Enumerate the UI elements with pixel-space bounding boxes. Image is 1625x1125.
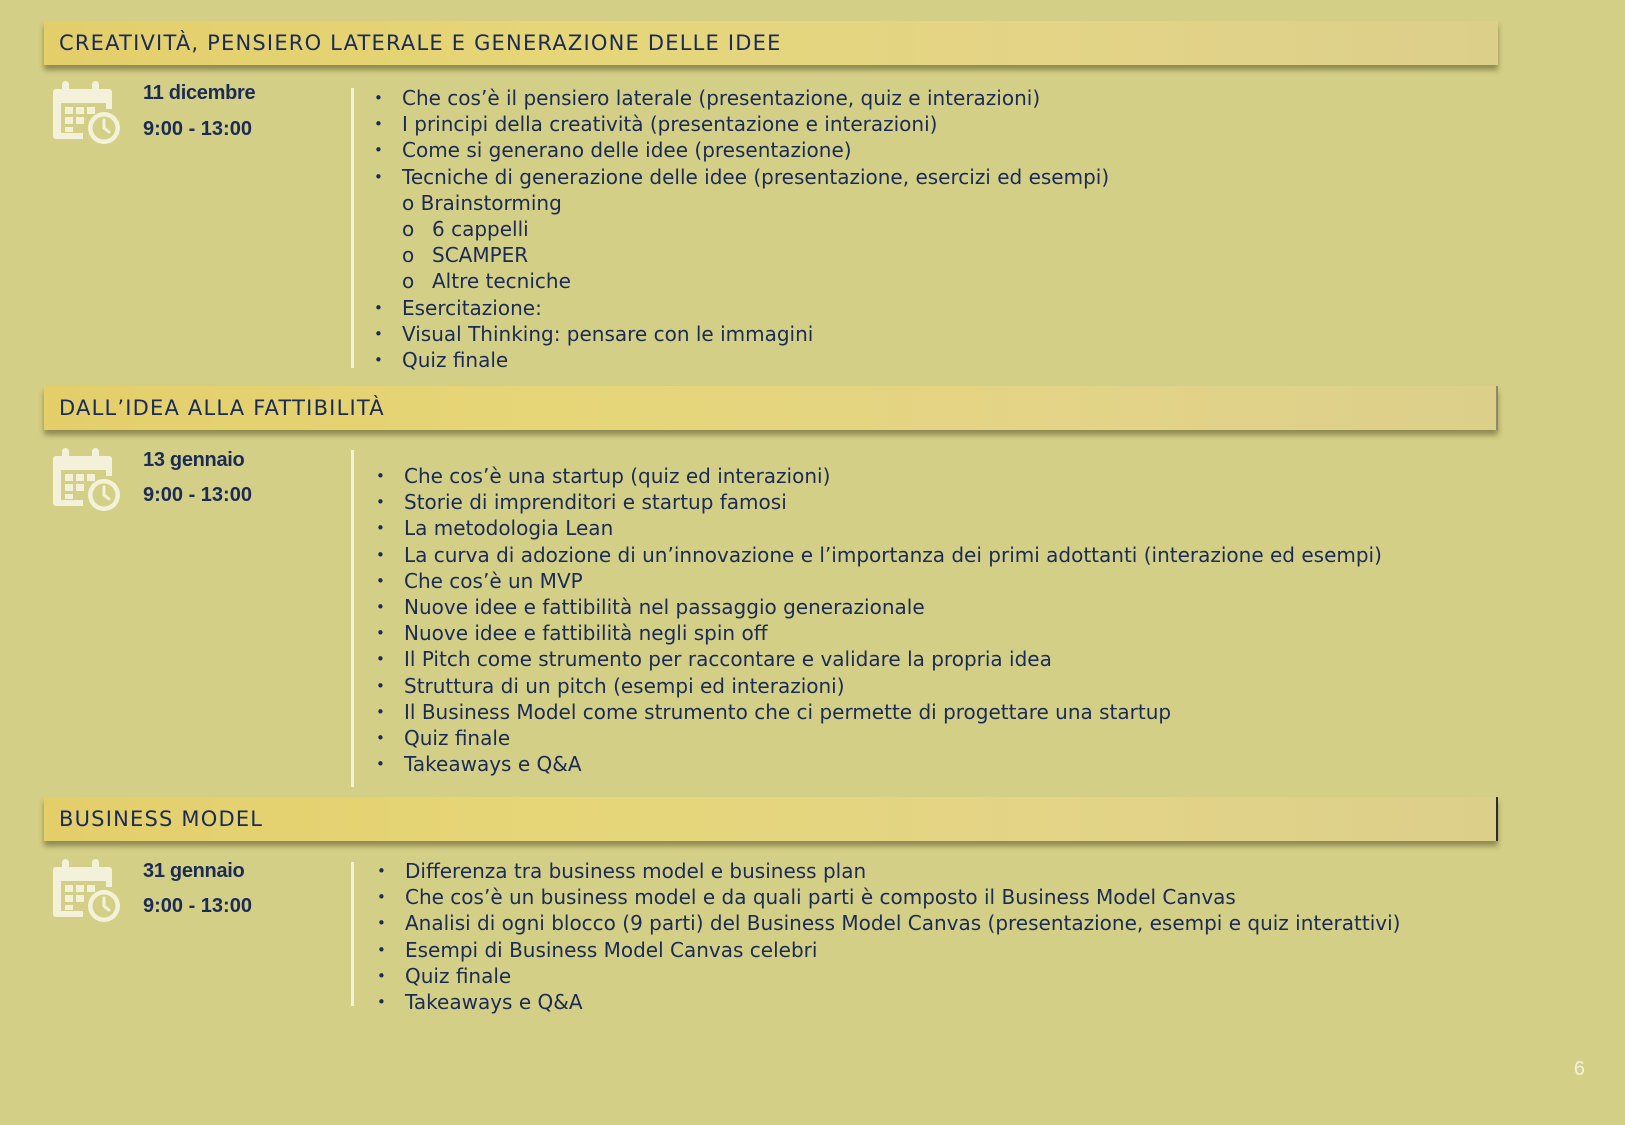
list-item: • Quiz finale [375, 963, 1400, 989]
divider-line [351, 450, 354, 787]
section-header-business-model [44, 797, 1498, 841]
section-title: CREATIVITÀ, PENSIERO LATERALE E GENERAZIONE DELLE IDEE [59, 31, 782, 55]
list-item: • Che cos’è una startup (quiz ed interazioni) [374, 463, 1382, 489]
divider-line [351, 88, 354, 368]
list-item: • I principi della creatività (presentazione e interazioni) [372, 111, 1109, 137]
section-header-fattibilita [44, 386, 1498, 430]
list-item: • Quiz finale [374, 725, 1382, 751]
section-title: DALL’IDEA ALLA FATTIBILITÀ [59, 396, 385, 420]
list-item: • Takeaways e Q&A [375, 989, 1400, 1015]
list-item: • Storie di imprenditori e startup famosi [374, 489, 1382, 515]
calendar-clock-icon [53, 448, 121, 512]
session-time: 9:00 - 13:00 [143, 484, 252, 506]
page-number: 6 [1573, 1058, 1585, 1080]
list-item: • Tecniche di generazione delle idee (presentazione, esercizi ed esempi) [372, 164, 1109, 190]
calendar-clock-icon [53, 859, 121, 923]
session-time: 9:00 - 13:00 [143, 895, 252, 917]
list-item: • Che cos’è il pensiero laterale (presentazione, quiz e interazioni) [372, 85, 1109, 111]
section-header-creativita [44, 21, 1498, 65]
divider-line [351, 862, 354, 1006]
list-item: • Struttura di un pitch (esempi ed interazioni) [374, 673, 1382, 699]
session-date: 31 gennaio [143, 860, 245, 882]
session-date: 11 dicembre [143, 82, 256, 104]
session-date: 13 gennaio [143, 449, 245, 471]
session-time: 9:00 - 13:00 [143, 118, 252, 140]
list-item: • Nuove idee e fattibilità nel passaggio generazionale [374, 594, 1382, 620]
topic-list [372, 85, 1109, 373]
sub-list-item: o SCAMPER [372, 242, 1109, 268]
sub-list-item: o 6 cappelli [372, 216, 1109, 242]
section-title: BUSINESS MODEL [59, 807, 264, 831]
list-item: • Analisi di ogni blocco (9 parti) del Business Model Canvas (presentazione, esempi e quiz interattivi) [375, 910, 1400, 936]
list-item: • La curva di adozione di un’innovazione e l’importanza dei primi adottanti (interazione ed esempi) [374, 542, 1382, 568]
list-item: • Che cos’è un business model e da quali parti è composto il Business Model Canvas [375, 884, 1400, 910]
topic-list [375, 858, 1400, 1015]
list-item: • Takeaways e Q&A [374, 751, 1382, 777]
sub-list-item: o Altre tecniche [372, 268, 1109, 294]
calendar-clock-icon [53, 81, 121, 145]
list-item: • Come si generano delle idee (presentazione) [372, 137, 1109, 163]
topic-list [374, 463, 1382, 777]
list-item: • Esempi di Business Model Canvas celebri [375, 937, 1400, 963]
list-item: • Esercitazione: [372, 295, 1109, 321]
list-item: • Differenza tra business model e business plan [375, 858, 1400, 884]
list-item: • Che cos’è un MVP [374, 568, 1382, 594]
list-item: • La metodologia Lean [374, 515, 1382, 541]
list-item: • Nuove idee e fattibilità negli spin off [374, 620, 1382, 646]
list-item: • Il Pitch come strumento per raccontare e validare la propria idea [374, 646, 1382, 672]
list-item: • Il Business Model come strumento che ci permette di progettare una startup [374, 699, 1382, 725]
list-item: • Visual Thinking: pensare con le immagini [372, 321, 1109, 347]
sub-list-heading: o Brainstorming [402, 190, 562, 215]
list-item: • Quiz finale [372, 347, 1109, 373]
